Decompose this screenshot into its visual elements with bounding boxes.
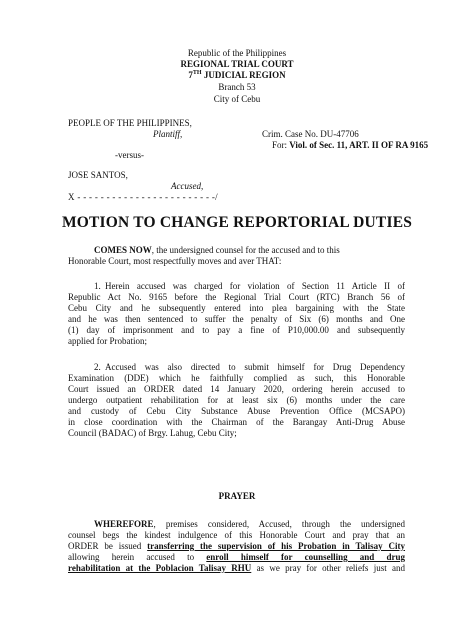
- intro-rest: , the undersigned counsel for the accused and to this: [151, 245, 340, 255]
- case-number: Crim. Case No. DU-47706: [262, 129, 359, 139]
- para2-line-4: undergo outpatient rehabilitation for at least six (6) months under the care: [68, 395, 405, 405]
- para2-line-2: Examination (DDE) which he faithfully complied as such, this Honorable: [68, 373, 405, 383]
- prayer-line-1-rest: , premises considered, Accused, through the undersigned: [153, 519, 405, 529]
- charge-value: Viol. of Sec. 11, ART. II OF RA 9165: [289, 140, 429, 150]
- para1-line-1: Herein accused was charged for violation of Section 11 Article II of: [105, 281, 405, 291]
- para2-line-3: Court issued an ORDER dated 14 January 2020, ordering herein accused to: [68, 384, 405, 394]
- prayer-line-4-underlined: enroll himself for counselling and drug: [206, 552, 406, 562]
- para1-number: 1.: [94, 281, 101, 291]
- prayer-line-2: counsel begs the kindest indulgence of this Honorable Court and pray that an: [68, 530, 405, 540]
- caption-separator: X - - - - - - - - - - - - - - - - - - - - - - - -/: [68, 192, 218, 202]
- para2-line-7: Council (BADAC) of Brgy. Lahug, Cebu City;: [68, 428, 237, 438]
- header-branch: Branch 53: [218, 82, 256, 92]
- header-region: [0, 70, 474, 80]
- para2-number: 2.: [94, 362, 101, 372]
- header-court: REGIONAL TRIAL COURT: [180, 59, 294, 69]
- para1-line-2: Republic Act No. 9165 before the Regional Trial Court (RTC) Branch 56 of: [68, 292, 405, 302]
- para2-line-5: and custody of Cebu City Substance Abuse Prevention Office (MCSAPO): [68, 406, 405, 416]
- document-title: MOTION TO CHANGE REPORTORIAL DUTIES: [61, 214, 413, 231]
- intro-line-2: Honorable Court, most respectfully moves and aver THAT:: [68, 256, 282, 266]
- versus: -versus-: [115, 150, 144, 160]
- prayer-heading: PRAYER: [218, 491, 256, 501]
- prayer-line-5: [68, 563, 405, 573]
- accused-name: JOSE SANTOS,: [68, 170, 128, 180]
- accused-role: Accused,: [171, 181, 204, 191]
- charge-label: For:: [272, 140, 290, 150]
- plaintiff-name: PEOPLE OF THE PHILIPPINES,: [68, 118, 192, 128]
- header-republic: Republic of the Philippines: [187, 48, 287, 58]
- plaintiff-role: Plantiff,: [153, 129, 183, 139]
- para1-line-3: Cebu City and he subsequently entered into plea bargaining with the State: [68, 303, 405, 313]
- para1-line-6: applied for Probation;: [68, 336, 147, 346]
- prayer-line-5-underlined: rehabilitation at the Poblacion Talisay RHU: [68, 563, 252, 573]
- region-rest: JUDICIAL REGION: [201, 70, 286, 80]
- prayer-line-4-pre: allowing herein accused to: [68, 552, 207, 562]
- intro-lead: COMES NOW: [94, 245, 152, 255]
- para1-line-4: and he was then sentenced to suffer the penalty of Six (6) months and One: [68, 314, 405, 324]
- para1-line-5: (1) day of imprisonment and to pay a fine of P10,000.00 and subsequently: [68, 325, 405, 335]
- para2-line-6: in close coordination with the Chairman of the Barangay Anti-Drug Abuse: [68, 417, 405, 427]
- prayer-line-3-underlined: transferring the supervision of his Probation in Talisay City: [147, 541, 406, 551]
- prayer-line-1: [94, 519, 405, 529]
- case-charge: [272, 140, 428, 150]
- prayer-line-3-pre: ORDER be issued: [68, 541, 148, 551]
- para2-line-1: Accused was also directed to submit himself for Drug Dependency: [105, 362, 405, 372]
- prayer-line-3: [68, 541, 405, 551]
- intro-line-1: [94, 245, 340, 255]
- header-city: City of Cebu: [213, 94, 261, 104]
- prayer-lead: WHEREFORE: [94, 519, 154, 529]
- region-number: 7: [188, 70, 193, 80]
- region-superscript: TH: [192, 70, 202, 76]
- prayer-line-5-post: as we pray for other reliefs just and: [251, 563, 405, 573]
- prayer-line-4: [68, 552, 405, 562]
